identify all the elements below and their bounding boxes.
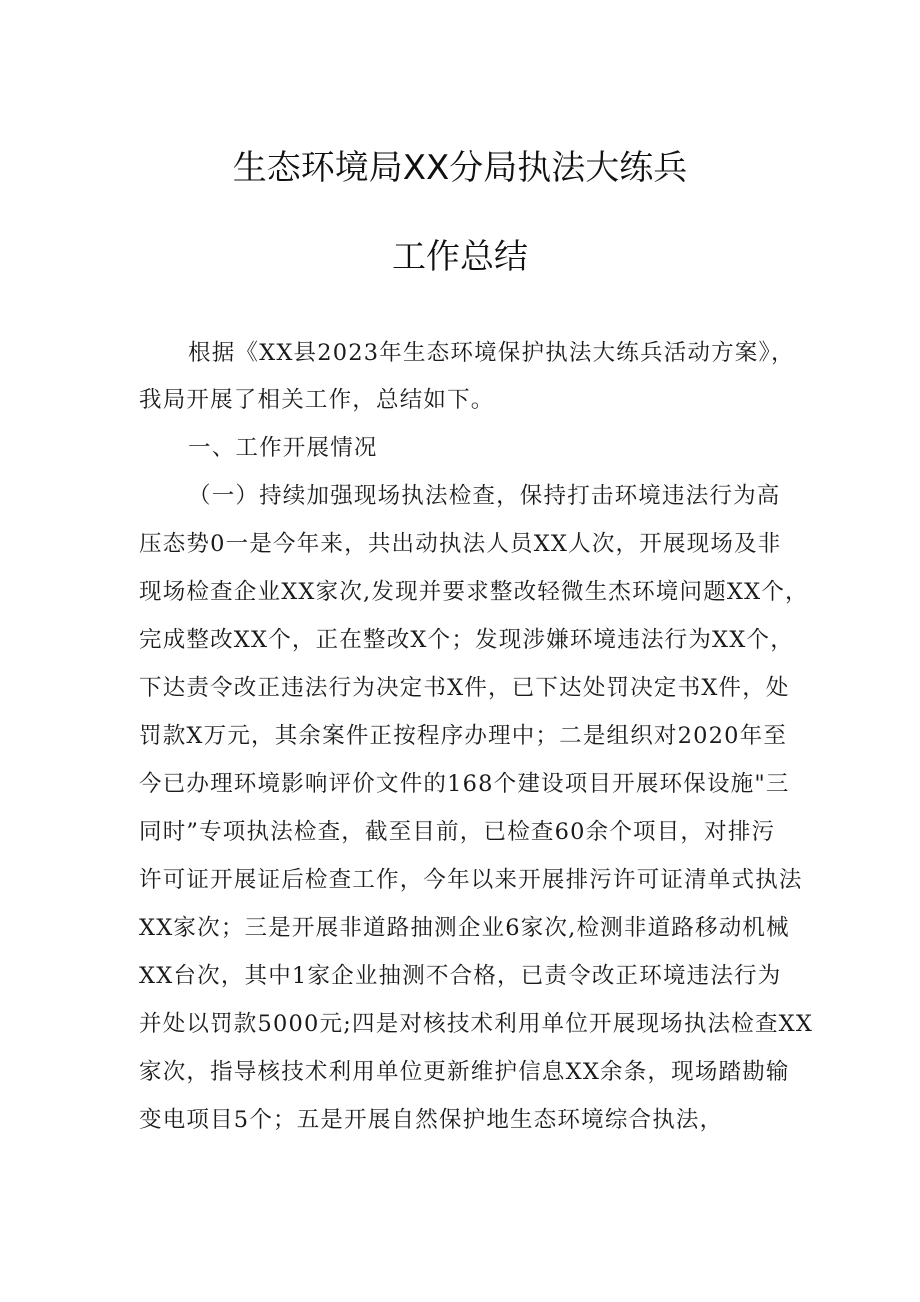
document-title-line-1: 生态环境局XX分局执法大练兵 <box>232 148 688 188</box>
body-line-16: 家次，指导核技术利用单位更新维护信息XX余条，现场踏勘输 <box>139 1059 790 1085</box>
body-line-6: 现场检查企业XX家次,发现并要求整改轻微生杰环境问题XX个， <box>139 579 809 605</box>
body-line-7: 完成整改XX个，正在整改X个；发现涉嫌环境违法行为XX个， <box>139 627 794 653</box>
body-line-8: 下达责令改正违法行为决定书X件，已下达处罚决定书X件，处 <box>139 675 790 701</box>
document-title-line-2: 工作总结 <box>392 237 528 277</box>
body-line-1: 根据《XX县2023年生态环境保护执法大练兵活动方案》， <box>188 340 795 366</box>
body-line-4: （一）持续加强现场执法检查，保持打击环境违法行为高 <box>188 483 781 509</box>
body-line-11: 同时”专项执法检查，截至目前，已检查60余个项目，对排污 <box>139 819 776 845</box>
section-heading: 一、工作开展情况 <box>188 435 378 461</box>
body-line-2: 我局开展了相关工作，总结如下。 <box>139 387 495 413</box>
body-line-9: 罚款X万元，其余案件正按程序办理中；二是组织对2020年至 <box>139 723 788 749</box>
body-line-10: 今已办理环境影响评价文件的168个建设项目开展环保设施"三 <box>139 771 790 797</box>
body-line-5: 压态势0一是今年来，共出动执法人员XX人次，开展现场及非 <box>139 531 782 557</box>
body-line-13: XX家次；三是开展非道路抽测企业6家次,检测非道路移动机械 <box>139 915 790 941</box>
body-line-12: 许可证开展证后检查工作，今年以来开展排污许可证清单式执法 <box>139 867 803 893</box>
body-line-17: 变电项目5个；五是开展自然保护地生态环境综合执法， <box>139 1107 724 1133</box>
body-line-15: 并处以罚款5000元;四是对核技术利用单位开展现场执法检查XX <box>139 1011 814 1037</box>
body-line-14: XX台次，其中1家企业抽测不合格，已责令改正环境违法行为 <box>139 963 782 989</box>
